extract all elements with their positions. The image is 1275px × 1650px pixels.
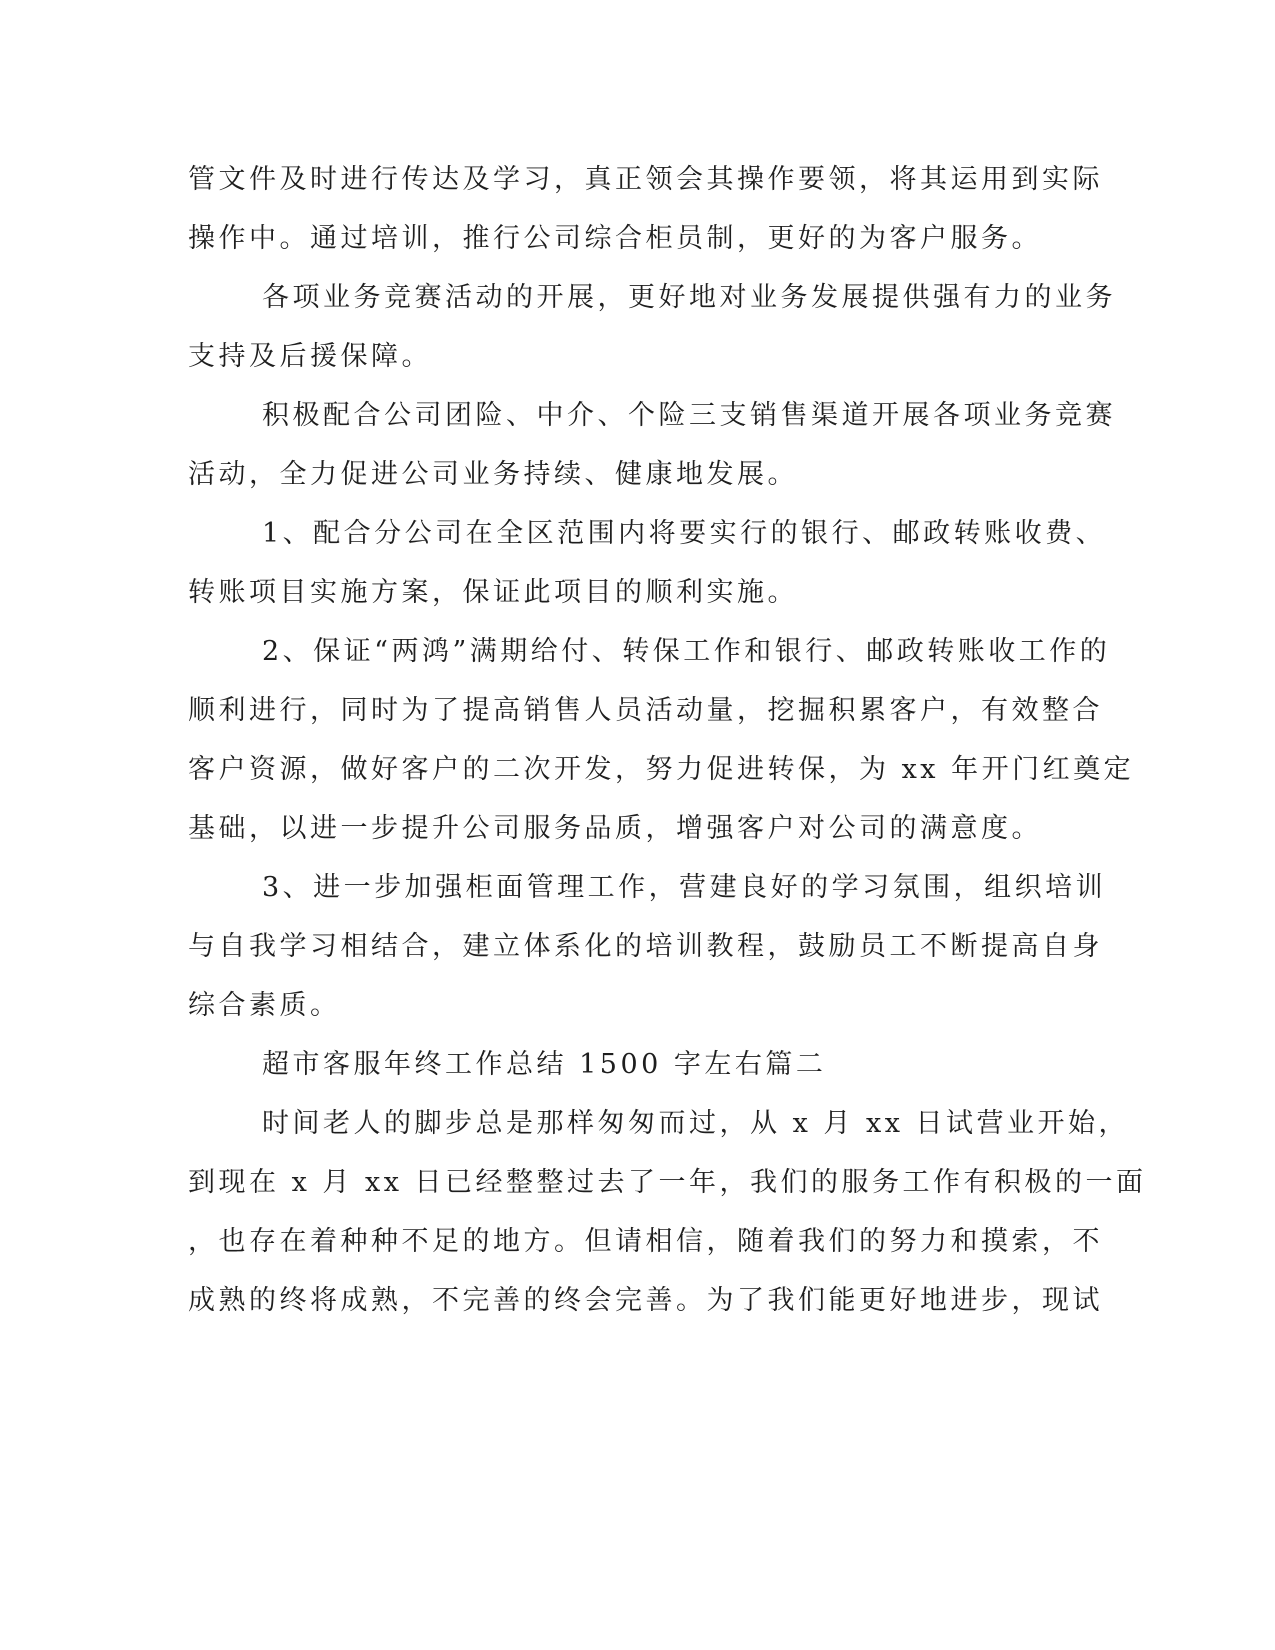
paragraph-first-line: 各项业务竞赛活动的开展，更好地对业务发展提供强有力的业务	[262, 282, 1116, 313]
text-line: 顺利进行，同时为了提高销售人员活动量，挖掘积累客户，有效整合	[188, 695, 1103, 726]
text-line: 转账项目实施方案，保证此项目的顺利实施。	[188, 577, 798, 608]
section-heading: 超市客服年终工作总结 1500 字左右篇二	[262, 1049, 827, 1080]
text-line: 活动，全力促进公司业务持续、健康地发展。	[188, 459, 798, 490]
text-line: 与自我学习相结合，建立体系化的培训教程，鼓励员工不断提高自身	[188, 931, 1103, 962]
text-line: 客户资源，做好客户的二次开发，努力促进转保，为 xx 年开门红奠定	[188, 754, 1135, 785]
text-line: 到现在 x 月 xx 日已经整整过去了一年，我们的服务工作有积极的一面	[188, 1167, 1147, 1198]
text-line: 管文件及时进行传达及学习，真正领会其操作要领，将其运用到实际	[188, 164, 1103, 195]
text-line: 综合素质。	[188, 990, 341, 1021]
paragraph-first-line: 时间老人的脚步总是那样匆匆而过，从 x 月 xx 日试营业开始，	[262, 1108, 1130, 1139]
text-line: 成熟的终将成熟，不完善的终会完善。为了我们能更好地进步，现试	[188, 1285, 1103, 1316]
text-line: ，也存在着种种不足的地方。但请相信，随着我们的努力和摸索，不	[188, 1226, 1103, 1257]
list-item-1: 1、配合分公司在全区范围内将要实行的银行、邮政转账收费、	[262, 518, 1107, 549]
list-item-3: 3、进一步加强柜面管理工作，营建良好的学习氛围，组织培训	[262, 872, 1107, 903]
text-line: 支持及后援保障。	[188, 341, 432, 372]
list-item-2: 2、保证“两鸿”满期给付、转保工作和银行、邮政转账收工作的	[262, 636, 1111, 667]
text-line: 操作中。通过培训，推行公司综合柜员制，更好的为客户服务。	[188, 223, 1042, 254]
text-line: 基础，以进一步提升公司服务品质，增强客户对公司的满意度。	[188, 813, 1042, 844]
paragraph-first-line: 积极配合公司团险、中介、个险三支销售渠道开展各项业务竞赛	[262, 400, 1116, 431]
